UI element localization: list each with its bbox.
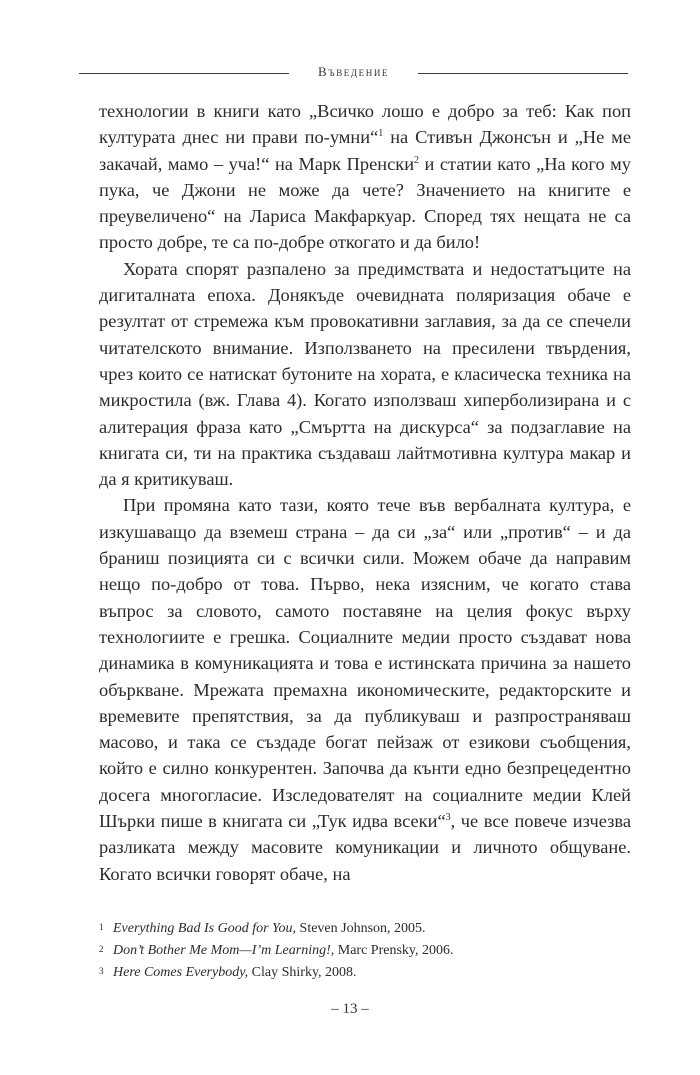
footnote-details: Steven Johnson, 2005. — [296, 921, 426, 936]
footnote-number: 3 — [99, 966, 104, 976]
body-text — [99, 98, 631, 887]
footnote-details: Marc Prensky, 2006. — [334, 943, 454, 958]
footnote-ref-3: 3 — [445, 811, 451, 823]
footnote-ref-2: 2 — [414, 154, 420, 166]
footnote-ref-1: 1 — [378, 128, 384, 140]
chapter-title: Въведение — [317, 64, 390, 79]
footnote-number: 1 — [99, 922, 104, 932]
running-header — [79, 64, 628, 82]
paragraph-1 — [99, 98, 631, 256]
footnotes — [99, 918, 631, 984]
paragraph-3 — [99, 492, 631, 886]
paragraph-1-text-a: технологии в книги като „Всичко лошо е добро за теб: Как поп културата днес ни прави по-умни“ — [99, 101, 631, 148]
footnote — [99, 918, 631, 940]
header-rule-right — [418, 73, 628, 74]
footnote-number: 2 — [99, 944, 104, 954]
footnote-title: Everything Bad Is Good for You, — [113, 921, 297, 936]
paragraph-3-text-b: , че все повече изчезва разликата между масовите комуникации и личното общуване. Когато всички говорят обаче, на — [99, 811, 632, 884]
paragraph-2: Хората спорят разпалено за предимствата и недостатъците на дигиталната епоха. Донякъде очевидната поляризация обаче е резултат от стремежа към провокативни заглавия, за да се спечели читателското внимание. Използването на пресилени твърдения, чрез които се натискат бутоните на хората, е класическа техника на микростила (вж. Глава 4). Когато използваш хиперболизирана и с алитерация фраза като „Смъртта на дискурса“ за подзаглавие на книгата си, ти на практика създаваш лайтмотивна култура макар и да я критикуваш. — [99, 258, 631, 490]
paragraph-1-text-c: и статии като „На кого му пука, че Джони не може да чете? Значението на книгите е преувеличено“ на Лариса Макфаркуар. Според тях нещата не са просто добре, те са по-добре откогато и да било! — [99, 153, 631, 253]
footnote-details: Clay Shirky, 2008. — [248, 965, 357, 980]
footnote-title: Here Comes Everybody, — [113, 965, 249, 980]
footnote — [99, 940, 631, 962]
page-number: – 13 – — [331, 1001, 369, 1017]
paragraph-1-text-b: на Стивън Джонсън и „Не ме закачай, мамо – уча!“ на Марк Пренски — [99, 127, 631, 174]
footnote — [99, 962, 631, 984]
paragraph-3-text-a: При промяна като тази, която тече във вербалната култура, е изкушаващо да вземеш страна – да си „за“ или „против“ – и да браниш позицията си с всички сили. Можем обаче да направим нещо по-добро от това. Първо, нека изясним, че когато става въпрос за словото, самото поставяне на целия фокус върху технологиите е грешка. Социалните медии просто създават нова динамика в комуникацията и това е истинската причина за нашето объркване. Мрежата премахна икономическите, редакторските и времевите препятствия, за да публикуваш и разпространяваш масово, и така се създаде богат пейзаж от езикови съобщения, който е силно конкурентен. Започва да кънти едно безпрецедентно досега многогласие. Изследователят на социалните медии Клей Шърки пише в книгата си „Тук идва всеки“ — [99, 495, 631, 832]
footnote-title: Don’t Bother Me Mom—I’m Learning!, — [113, 943, 335, 958]
